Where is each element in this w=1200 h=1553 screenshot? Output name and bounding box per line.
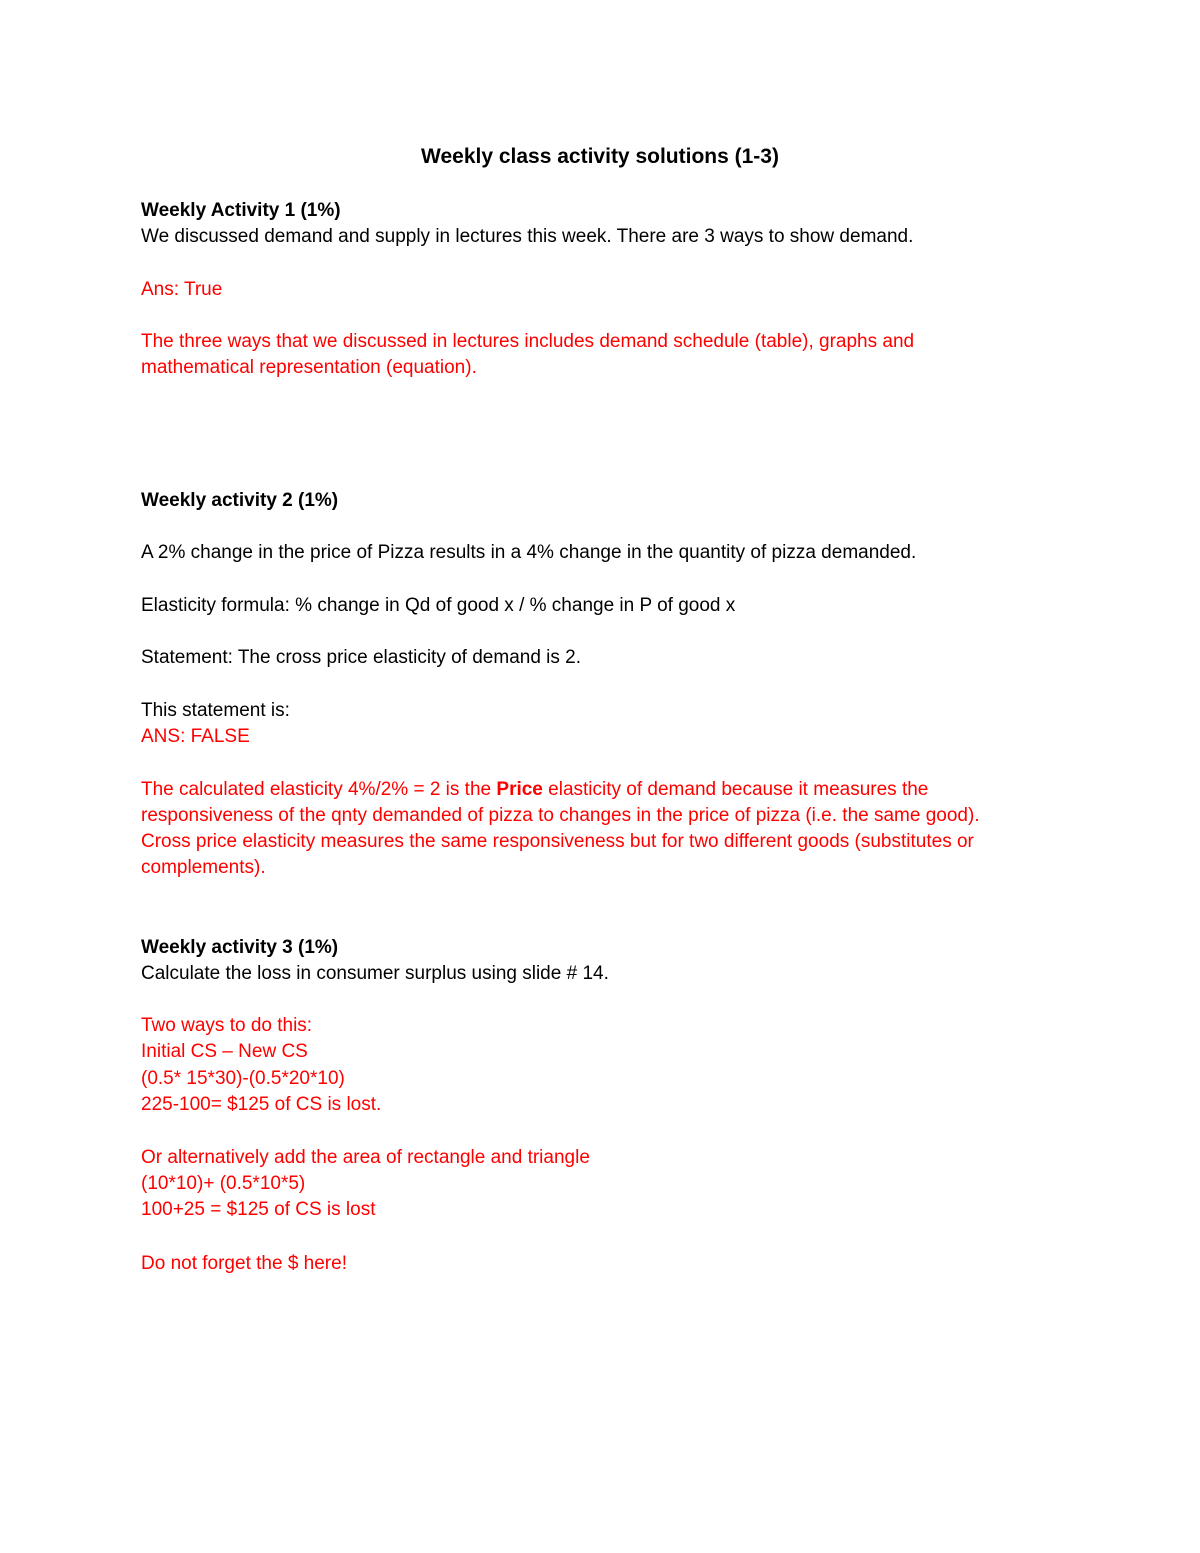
activity-3-method-1-line-2: (0.5* 15*30)-(0.5*20*10) [141, 1068, 345, 1089]
activity-3-question: Calculate the loss in consumer surplus using slide # 14. [141, 963, 609, 984]
activity-2-explanation-line-3: Cross price elasticity measures the same responsiveness but for two different goods (substitutes or [141, 831, 974, 852]
activity-3-method-2-line-2: (10*10)+ (0.5*10*5) [141, 1173, 306, 1194]
activity-2-prompt: This statement is: [141, 700, 290, 721]
activity-3-method-2-line-1: Or alternatively add the area of rectangle and triangle [141, 1147, 590, 1168]
activity-1-question: We discussed demand and supply in lectures this week. There are 3 ways to show demand. [141, 226, 914, 247]
activity-3-method-intro: Two ways to do this: [141, 1015, 313, 1036]
activity-3-heading: Weekly activity 3 (1%) [141, 937, 339, 958]
activity-1-answer: Ans: True [141, 279, 223, 300]
activity-1-heading: Weekly Activity 1 (1%) [141, 200, 341, 221]
activity-3-reminder: Do not forget the $ here! [141, 1253, 347, 1274]
activity-3-method-1-line-3: 225-100= $125 of CS is lost. [141, 1094, 382, 1115]
activity-2-explanation-line-2: responsiveness of the qnty demanded of pizza to changes in the price of pizza (i.e. the same good). [141, 805, 980, 826]
activity-2-answer: ANS: FALSE [141, 726, 250, 747]
activity-2-formula: Elasticity formula: % change in Qd of good x / % change in P of good x [141, 595, 736, 616]
activity-1-explanation-line-1: The three ways that we discussed in lectures includes demand schedule (table), graphs and [141, 331, 915, 352]
activity-3-method-1-line-1: Initial CS – New CS [141, 1041, 308, 1062]
activity-2-explanation-line-4: complements). [141, 857, 266, 878]
activity-2-heading: Weekly activity 2 (1%) [141, 490, 339, 511]
document-title: Weekly class activity solutions (1-3) [421, 145, 779, 168]
activity-3-method-2-line-3: 100+25 = $125 of CS is lost [141, 1199, 376, 1220]
activity-2-explanation-emphasis: Price [496, 779, 543, 800]
activity-1-explanation-line-2: mathematical representation (equation). [141, 357, 477, 378]
activity-2-explanation-text-a: The calculated elasticity 4%/2% = 2 is the [141, 779, 497, 800]
activity-2-explanation-text-b: elasticity of demand because it measures the [542, 779, 929, 800]
activity-2-statement: Statement: The cross price elasticity of demand is 2. [141, 647, 582, 668]
activity-2-question: A 2% change in the price of Pizza results in a 4% change in the quantity of pizza demanded. [141, 542, 917, 563]
activity-2-explanation-line-1 [141, 779, 928, 801]
